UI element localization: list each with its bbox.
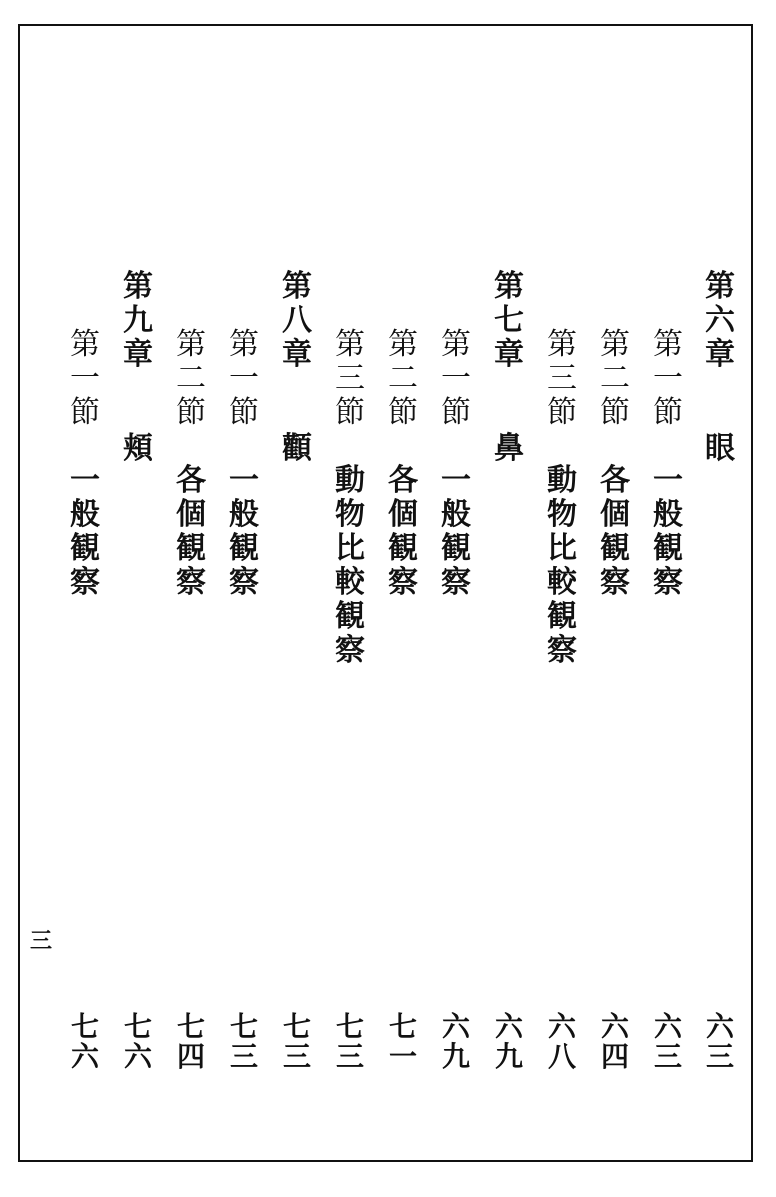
section-entry (68, 328, 102, 600)
section-entry (439, 328, 473, 600)
entry-label: 第 六 章 (705, 269, 735, 372)
entry-label: 第 九 章 (123, 269, 153, 372)
entry-label: 第 三 節 (547, 327, 577, 430)
entry-title: 眼 (705, 431, 735, 466)
entry-label: 第 一 節 (441, 327, 471, 430)
entry-page-number: 六 八 (547, 1010, 576, 1073)
entry-label: 第 二 節 (388, 327, 418, 430)
chapter-entry (121, 270, 155, 466)
chapter-entry (492, 270, 526, 466)
entry-title: 一 般 観 察 (70, 463, 100, 600)
chapter-entry (280, 270, 314, 466)
entry-label: 第 一 節 (229, 327, 259, 430)
entry-page-number: 七 三 (229, 1010, 258, 1073)
entry-page-number: 七 六 (70, 1010, 99, 1073)
entry-title: 鼻 (494, 431, 524, 466)
section-entry (333, 328, 367, 668)
entry-title: 一 般 観 察 (441, 463, 471, 600)
section-entry (386, 328, 420, 600)
section-entry (598, 328, 632, 600)
entry-label: 第 二 節 (600, 327, 630, 430)
entry-title: 各 個 観 察 (600, 463, 630, 600)
entry-title: 一 般 観 察 (653, 463, 683, 600)
entry-title: 動 物 比 較 観 察 (547, 463, 577, 668)
entry-page-number: 六 九 (441, 1010, 470, 1073)
entry-page-number: 七 四 (176, 1010, 205, 1073)
entry-page-number: 七 六 (123, 1010, 152, 1073)
entry-label: 第 七 章 (494, 269, 524, 372)
entry-label: 第 三 節 (335, 327, 365, 430)
section-entry (227, 328, 261, 600)
entry-page-number: 七 三 (335, 1010, 364, 1073)
entry-title: 顴 (282, 431, 312, 466)
chapter-entry (703, 270, 737, 466)
entry-page-number: 七 三 (282, 1010, 311, 1073)
entry-title: 動 物 比 較 観 察 (335, 463, 365, 668)
entry-page-number: 七 一 (388, 1010, 417, 1073)
entry-page-number: 六 三 (705, 1010, 734, 1073)
entry-title: 各 個 観 察 (176, 463, 206, 600)
entry-title: 頬 (123, 431, 153, 466)
section-entry (651, 328, 685, 600)
entry-label: 第 二 節 (176, 327, 206, 430)
entry-label: 第 一 節 (70, 327, 100, 430)
entry-label: 第 八 章 (282, 269, 312, 372)
entry-page-number: 六 九 (494, 1010, 523, 1073)
section-entry (174, 328, 208, 600)
entry-page-number: 六 四 (600, 1010, 629, 1073)
page-number: 三 (30, 928, 53, 954)
entry-page-number: 六 三 (653, 1010, 682, 1073)
entry-title: 一 般 観 察 (229, 463, 259, 600)
entry-label: 第 一 節 (653, 327, 683, 430)
section-entry (545, 328, 579, 668)
entry-title: 各 個 観 察 (388, 463, 418, 600)
